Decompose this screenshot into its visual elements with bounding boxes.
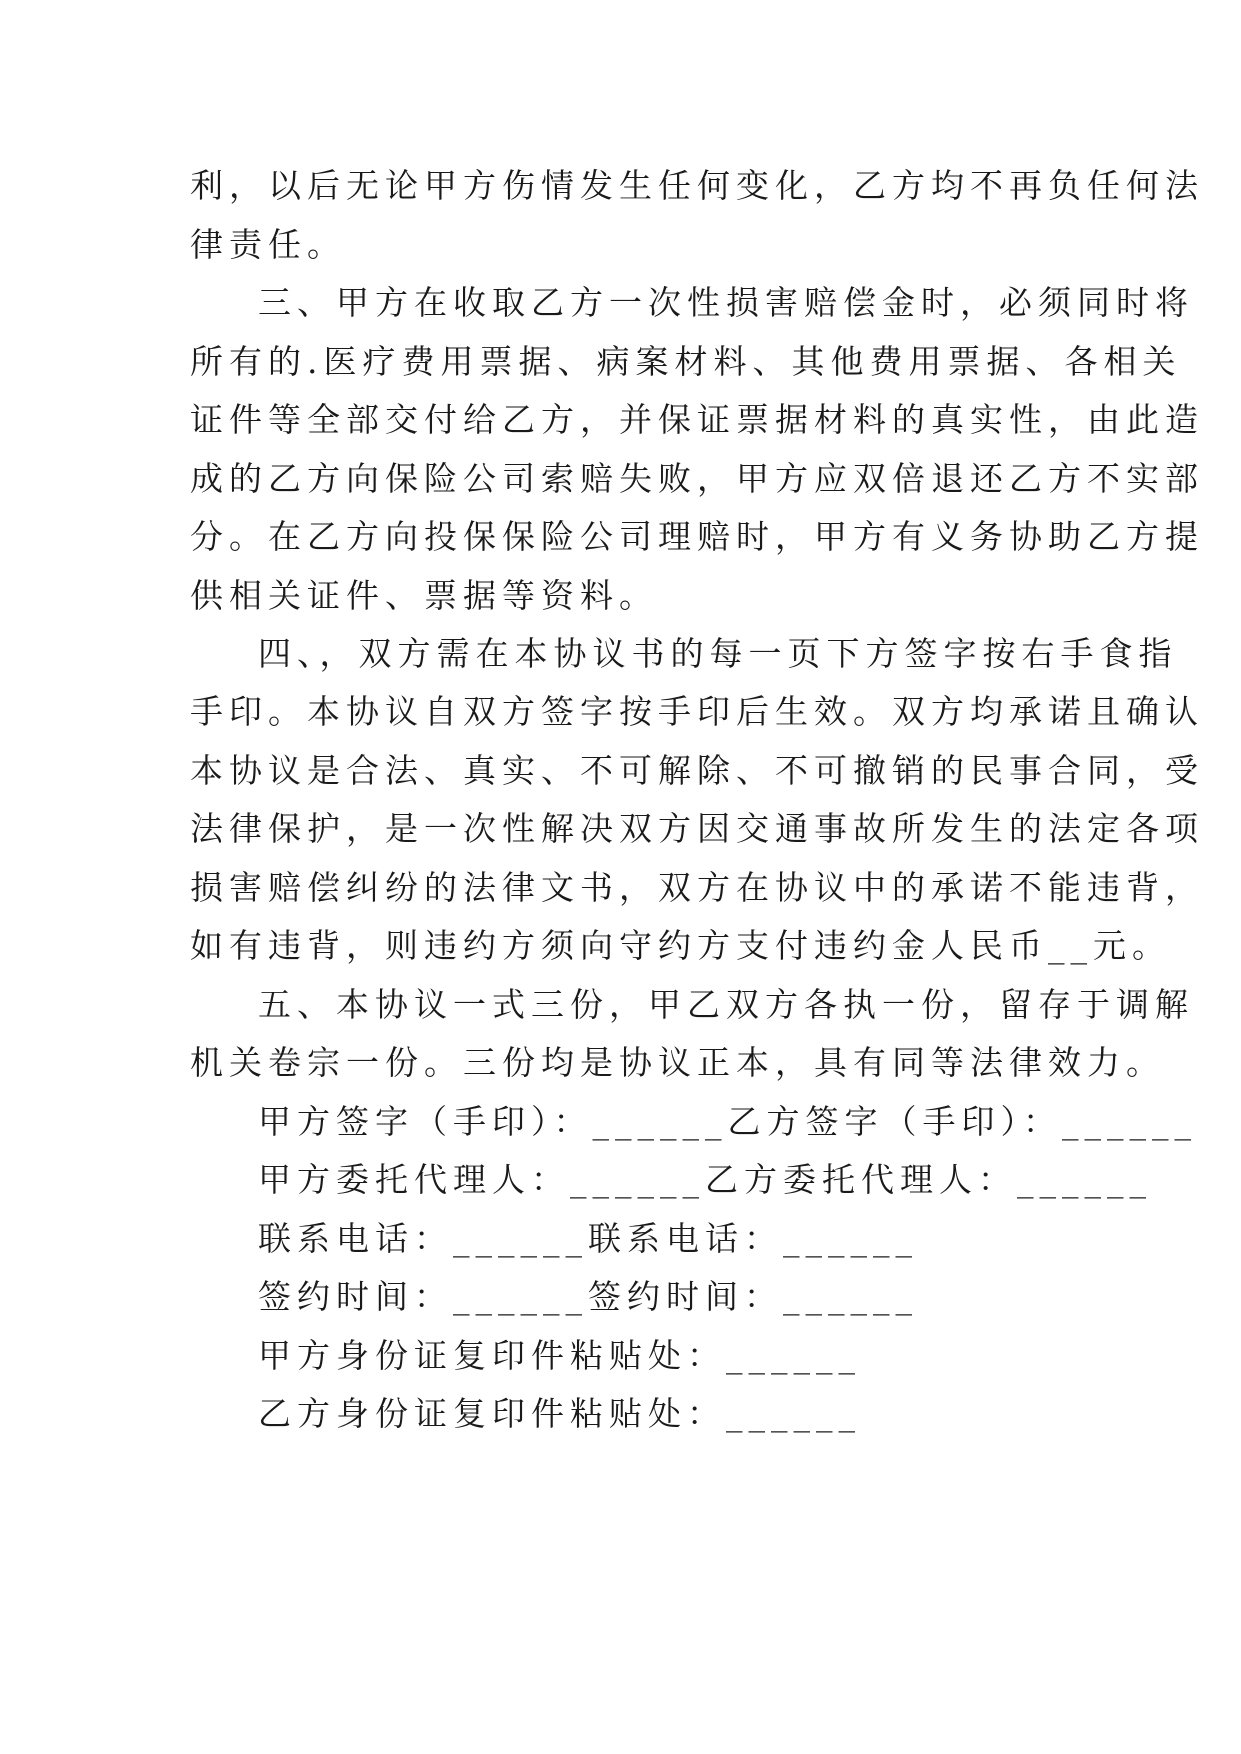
id-copy-party-a-line: 甲方身份证复印件粘贴处：______: [258, 1336, 861, 1375]
text-line: 本协议是合法、真实、不可解除、不可撤销的民事合同，受: [190, 751, 1204, 790]
text-line: 手印。本协议自双方签字按手印后生效。双方均承诺且确认: [190, 692, 1204, 731]
text-line: 所有的.医疗费用票据、病案材料、其他费用票据、各相关: [190, 342, 1182, 381]
date-line: 签约时间：______签约时间：______: [258, 1277, 918, 1316]
clause-3-line: 三、甲方在收取乙方一次性损害赔偿金时，必须同时将: [258, 283, 1194, 322]
text-line: 律责任。: [190, 225, 346, 264]
text-line: 法律保护，是一次性解决双方因交通事故所发生的法定各项: [190, 809, 1204, 848]
text-line: 分。在乙方向投保保险公司理赔时，甲方有义务协助乙方提: [190, 517, 1204, 556]
text-line: 供相关证件、票据等资料。: [190, 576, 658, 615]
text-line: 如有违背，则违约方须向守约方支付违约金人民币__元。: [190, 926, 1171, 965]
phone-line: 联系电话：______联系电话：______: [258, 1219, 918, 1258]
clause-4-line: 四、，双方需在本协议书的每一页下方签字按右手食指: [258, 634, 1178, 673]
agent-line: 甲方委托代理人：______乙方委托代理人：______: [258, 1160, 1152, 1199]
text-line: 证件等全部交付给乙方，并保证票据材料的真实性，由此造: [190, 400, 1204, 439]
id-copy-party-b-line: 乙方身份证复印件粘贴处：______: [258, 1394, 861, 1433]
text-line: 机关卷宗一份。三份均是协议正本，具有同等法律效力。: [190, 1043, 1165, 1082]
clause-5-line: 五、本协议一式三份，甲乙双方各执一份，留存于调解: [258, 985, 1194, 1024]
text-line: 成的乙方向保险公司索赔失败，甲方应双倍退还乙方不实部: [190, 459, 1204, 498]
text-line: 利，以后无论甲方伤情发生任何变化，乙方均不再负任何法: [190, 166, 1204, 205]
text-line: 损害赔偿纠纷的法律文书，双方在协议中的承诺不能违背，: [190, 868, 1204, 907]
signature-line: 甲方签字（手印）：______乙方签字（手印）：______: [258, 1102, 1197, 1141]
